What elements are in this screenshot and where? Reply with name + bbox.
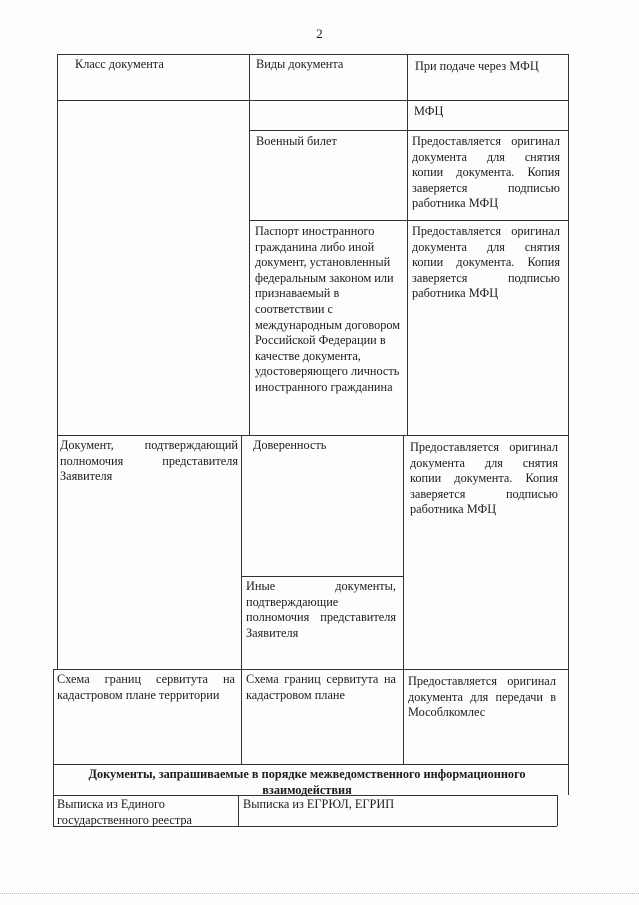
type-cell: Паспорт иностранного гражданина либо иной документ, установленный федеральным законом или признаваемый в соответствии с международным договором Российской Федерации в качестве документа, удостоверяющего личность иностранного гражданина [255, 224, 401, 394]
mfc-cell: Предоставляется оригинал документа для снятия копии документа. Копия заверяется подписью работника МФЦ [410, 440, 558, 517]
table-border-right [568, 54, 569, 795]
row-divider [241, 576, 403, 577]
row-divider [57, 435, 568, 436]
type-cell: Схема границ сервитута на кадастровом плане [246, 672, 396, 702]
row-divider [249, 220, 568, 221]
table-header-divider [57, 100, 568, 101]
type-cell: Доверенность [253, 438, 327, 452]
column-divider [241, 435, 242, 764]
scan-edge [0, 893, 639, 894]
column-divider [249, 54, 250, 435]
column-divider [238, 795, 239, 826]
row-divider [53, 764, 568, 765]
row-divider [53, 669, 568, 670]
table-border-top [57, 54, 568, 55]
header-mfc: При подаче через МФЦ [415, 59, 539, 73]
type-cell: Военный билет [256, 134, 337, 148]
table-border-left [57, 54, 58, 669]
column-divider [403, 435, 404, 764]
table-border-right [557, 795, 558, 826]
class-cell: Схема границ сервитута на кадастровом плане территории [57, 672, 235, 702]
type-cell: Выписка из ЕГРЮЛ, ЕГРИП [243, 797, 395, 811]
section-heading: Документы, запрашиваемые в порядке межведомственного информационного взаимодействия [88, 767, 526, 797]
header-class: Класс документа [75, 57, 164, 71]
page-number: 2 [316, 26, 323, 41]
type-cell: Иные документы, подтверждающие полномочия представителя Заявителя [246, 579, 396, 640]
class-cell: Документ, подтверждающий полномочия представителя Заявителя [60, 438, 238, 484]
table-border-left [53, 669, 54, 826]
header-types: Виды документа [256, 57, 344, 71]
class-cell: Выписка из Единого государственного реестра [57, 797, 192, 827]
mfc-cell: Предоставляется оригинал документа для передачи в Мособлкомлес [408, 674, 556, 720]
column-divider [407, 54, 408, 435]
row-divider [249, 130, 568, 131]
mfc-cell: МФЦ [414, 104, 444, 118]
mfc-cell: Предоставляется оригинал документа для снятия копии документа. Копия заверяется подписью работника МФЦ [412, 224, 560, 301]
mfc-cell: Предоставляется оригинал документа для снятия копии документа. Копия заверяется подписью работника МФЦ [412, 134, 560, 211]
